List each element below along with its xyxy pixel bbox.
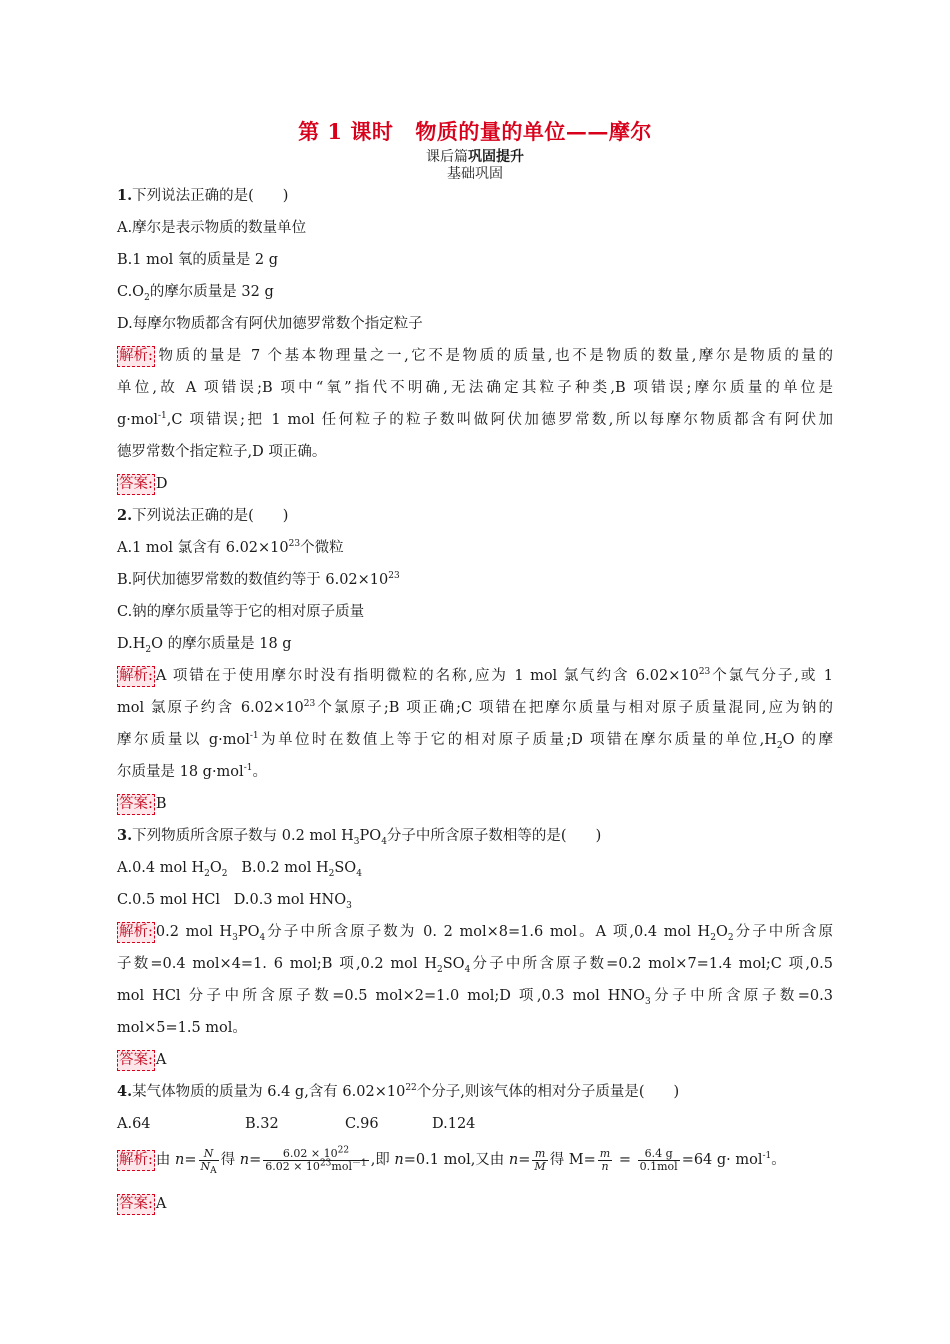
question-1-analysis: 解析: 物质的量是 7 个基本物理量之一,它不是物质的质量,也不是物质的数量,摩尔是物质的量的 [117,340,833,372]
question-1-answer: 答案: D [117,468,833,500]
fraction: $\frac{m}{M}$ [534,1146,546,1173]
question-3-analysis-line: 子数=0.4 mol×4=1. 6 mol;B 项,0.2 mol $H_2SO_4$分子中所含原子数=0.2 mol×7=1.4 mol;C 项,0.5 [117,956,833,975]
question-1-analysis-line: 单位,故 A 项错误;B 项中“氧”指代不明确,无法确定其粒子种类,B 项错误;摩尔质量的单位是 [117,380,833,396]
question-3-analysis-line: mol HCl 分子中所含原子数=0.5 mol×2=1.0 mol;D 项,0.3 mol $HNO_3$分子中所含原子数=0.3 [117,988,833,1007]
question-2-analysis-line: 摩尔质量以 g·mol$^{-1}$为单位时在数值上等于它的相对原子质量;D 项错在摩尔质量的单位$,H_2O$ 的摩 [117,731,834,751]
question-4-stem: 4.某气体物质的质量为 6.4 g,含有 $6.02\times 10^{22}$个分子,则该气体的相对分子质量是( ) [117,1083,680,1100]
answer-label: 答案: [117,1050,155,1071]
question-4-option-d: D.124 [432,1116,476,1132]
question-1-stem: 1.下列说法正确的是( ) [117,187,289,204]
question-1-option-c: $C.O_2$的摩尔质量是 32 g [117,284,274,303]
question-4-option-c: C.96 [345,1116,379,1132]
fraction: $\frac{6.4 g}{\text{0.1mol}}$ [639,1146,678,1173]
question-2-analysis-line: mol 氯原子约含 $6.02\times 10^{23}$个氯原子;B 项正确;C 项错在把摩尔质量与相对原子质量混同,应为钠的 [117,699,833,716]
question-3-analysis: 解析: 0.2 mol $H_3PO_4$分子中所含原子数为 0. 2 mol×8=1.6 mol。A 项,0.4 mol $H_2O_2$分子中所含原 [119,923,833,943]
question-2-option-b: B.阿伏加德罗常数的数值约等于 $6.02\times 10^{23}$ [117,571,400,588]
question-2-analysis: 解析: A 项错在于使用摩尔时没有指明微粒的名称,应为 1 mol 氯气约含 $6.02\times 10^{23}$个氯气分子,或 1 [117,660,833,692]
lesson-title: 物质的量的单位——摩尔 [415,119,652,144]
question-3-option-c: C.0.5 mol HCl [117,892,220,908]
fraction: $\frac{m}{n}$ [599,1146,611,1173]
fraction: $\frac{6.02 \times 10^{22}}{6.02 \times 10^{23}mol^{-1}}$ [265,1144,367,1173]
question-4-option-b: B.32 [245,1116,279,1132]
question-2-answer: 答案: B [117,788,833,820]
question-1-analysis-line: 德罗常数个指定粒子,D 项正确。 [117,444,327,460]
analysis-label: 解析: [117,922,155,943]
question-3-option-d: D.0.3 mol $HNO_3$ [233,892,352,911]
question-1-option-a: A.摩尔是表示物质的数量单位 [117,220,307,236]
question-1-option-d: D.每摩尔物质都含有阿伏加德罗常数个指定粒子 [117,316,423,332]
question-1-option-b: B.1 mol 氧的质量是 2 g [117,252,279,268]
question-2-option-d: $D.H_2O$ 的摩尔质量是 18 g [117,636,292,655]
question-3-option-a: A.0.4 mol $H_2O_2$ [117,860,228,879]
analysis-label: 解析: [117,1150,155,1171]
question-2-option-c: C.钠的摩尔质量等于它的相对原子质量 [117,604,365,620]
question-4-answer: 答案: A [117,1188,833,1220]
page-title [0,116,950,146]
question-2-stem: 2.下列说法正确的是( ) [117,507,289,524]
question-3-analysis-line: mol×5=1.5 mol。 [117,1020,247,1036]
lesson-number: 第 1 课时 [298,119,394,144]
question-4-options [117,1108,833,1140]
fraction: $\frac{N}{N_A}$ [200,1146,217,1176]
question-4-option-a: A.64 [117,1116,151,1132]
question-4-analysis: 解析: 由 n= $\frac{N}{N_A}$ 得 n= $\frac{6.02 \times 10^{22}}{6.02 \times 10^{23}mol^{-1}}$ ,即 n=0.1 mol,又由 n= $\frac{m}{M}$ 得 M= $\frac{m}{n}$ = $\frac{6.4 g}{\text{0.1mol}}$ =64 g· mol$^{-1}$。 [119,1144,786,1176]
analysis-label: 解析: [117,666,155,687]
question-3-answer: 答案: A [117,1044,833,1076]
question-3-options-cd [117,884,833,916]
question-3-option-b: B.0.2 mol $H_2SO_4$ [241,860,362,879]
question-1-analysis-line: g·mol$^{-1}$,C 项错误;把 1 mol 任何粒子的粒子数叫做阿伏加德罗常数,所以每摩尔物质都含有阿伏加 [117,411,833,428]
question-3-stem: 3.下列物质所含原子数与 0.2 mol $H_3PO_4$分子中所含原子数相等的是( ) [117,827,602,847]
answer-label: 答案: [117,1194,155,1215]
answer-label: 答案: [117,794,155,815]
analysis-label: 解析: [117,346,155,367]
question-2-analysis-line: 尔质量是 18 g·mol$^{-1}$。 [117,763,267,780]
question-2-option-a: A.1 mol 氯含有 $6.02\times 10^{23}$个微粒 [117,539,344,556]
answer-label: 答案: [117,474,155,495]
section-heading: 基础巩固 [447,166,503,182]
question-3-options-ab [117,852,833,884]
subtitle: 课后篇巩固提升 [426,149,524,165]
question-list [117,180,833,1220]
